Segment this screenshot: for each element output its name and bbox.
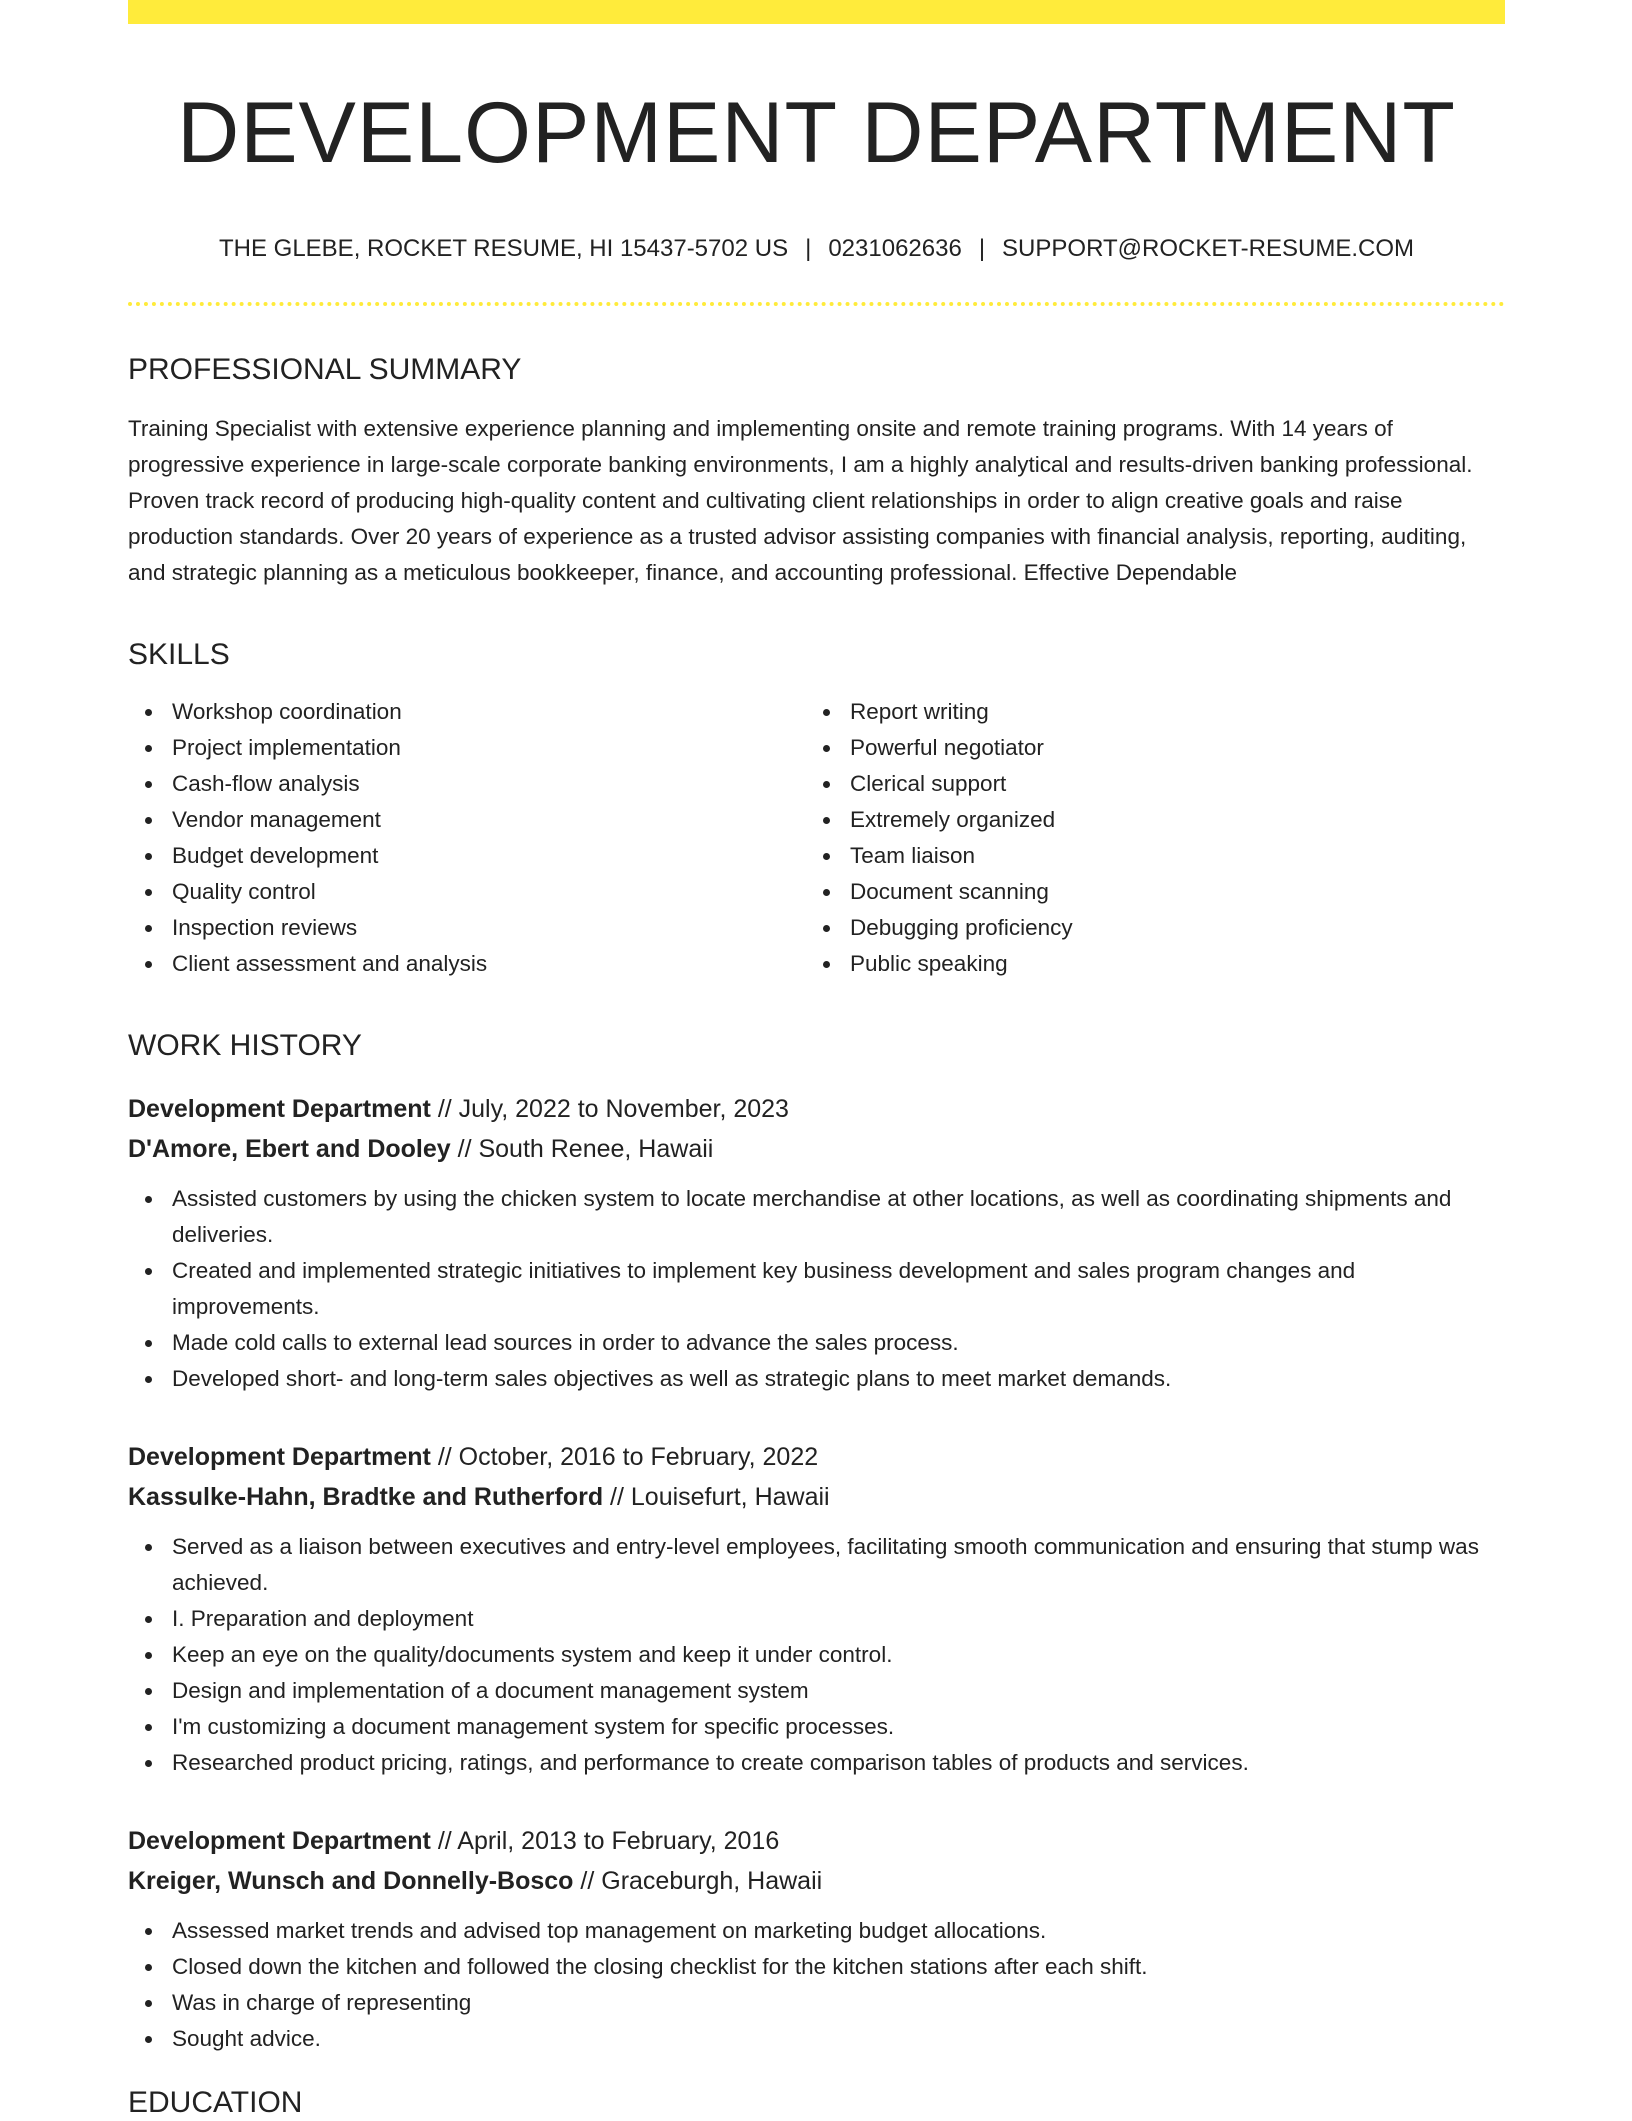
job-bullet: Design and implementation of a document management system — [128, 1673, 1505, 1709]
skill-item: Client assessment and analysis — [128, 946, 806, 982]
contact-phone: 0231062636 — [828, 235, 962, 263]
job-company-line — [128, 1861, 1505, 1901]
job-company: D'Amore, Ebert and Dooley — [128, 1135, 451, 1164]
job-bullet: Developed short- and long-term sales objectives as well as strategic plans to meet market demands. — [128, 1361, 1505, 1397]
job-company-line — [128, 1129, 1505, 1169]
skill-item: Workshop coordination — [128, 694, 806, 730]
job-bullet: Assisted customers by using the chicken system to locate merchandise at other locations, as well as coordinating shipments and deliveries. — [128, 1181, 1505, 1253]
skill-item: Team liaison — [806, 838, 1484, 874]
job-dates: // July, 2022 to November, 2023 — [437, 1095, 789, 1124]
skill-item: Report writing — [806, 694, 1484, 730]
job-location: // Graceburgh, Hawaii — [580, 1867, 823, 1896]
skills-grid — [128, 694, 1505, 982]
job-dates: // October, 2016 to February, 2022 — [437, 1443, 819, 1472]
skill-item: Debugging proficiency — [806, 910, 1484, 946]
skill-item: Inspection reviews — [128, 910, 806, 946]
top-accent-bar — [128, 0, 1505, 24]
job-bullet: Created and implemented strategic initiatives to implement key business development and sales program changes and improvements. — [128, 1253, 1505, 1325]
job-entry — [128, 1089, 1505, 1397]
job-bullet: I. Preparation and deployment — [128, 1601, 1505, 1637]
skill-item: Cash-flow analysis — [128, 766, 806, 802]
skill-item: Extremely organized — [806, 802, 1484, 838]
job-entry — [128, 1821, 1505, 2057]
job-bullets — [128, 1913, 1505, 2057]
skill-item: Vendor management — [128, 802, 806, 838]
job-role: Development Department — [128, 1095, 431, 1124]
skills-column-left — [128, 694, 806, 982]
job-dates: // April, 2013 to February, 2016 — [437, 1827, 780, 1856]
job-bullet: Assessed market trends and advised top management on marketing budget allocations. — [128, 1913, 1505, 1949]
skill-item: Clerical support — [806, 766, 1484, 802]
job-bullets — [128, 1181, 1505, 1397]
job-role: Development Department — [128, 1827, 431, 1856]
job-title-line — [128, 1821, 1505, 1861]
job-bullets — [128, 1529, 1505, 1781]
job-company: Kreiger, Wunsch and Donnelly-Bosco — [128, 1867, 574, 1896]
contact-address: THE GLEBE, ROCKET RESUME, HI 15437-5702 US — [218, 235, 789, 263]
resume-page — [128, 0, 1505, 2121]
job-bullet: Closed down the kitchen and followed the closing checklist for the kitchen stations after each shift. — [128, 1949, 1505, 1985]
job-bullet: Sought advice. — [128, 2021, 1505, 2057]
education-heading: EDUCATION — [128, 2086, 303, 2120]
skill-item: Powerful negotiator — [806, 730, 1484, 766]
job-bullet: Researched product pricing, ratings, and performance to create comparison tables of products and services. — [128, 1745, 1505, 1781]
job-title-line — [128, 1089, 1505, 1129]
job-bullet: Served as a liaison between executives and entry-level employees, facilitating smooth communication and ensuring that stump was achieved. — [128, 1529, 1505, 1601]
skills-column-right — [806, 694, 1484, 982]
skill-item: Public speaking — [806, 946, 1484, 982]
dotted-divider — [128, 302, 1505, 306]
resume-name: DEVELOPMENT DEPARTMENT — [177, 85, 1456, 181]
skill-item: Document scanning — [806, 874, 1484, 910]
contact-separator: | — [805, 235, 812, 263]
job-company-line — [128, 1477, 1505, 1517]
job-location: // Louisefurt, Hawaii — [610, 1483, 830, 1512]
skill-item: Quality control — [128, 874, 806, 910]
summary-heading: PROFESSIONAL SUMMARY — [128, 353, 522, 387]
job-bullet: Made cold calls to external lead sources in order to advance the sales process. — [128, 1325, 1505, 1361]
job-title-line — [128, 1437, 1505, 1477]
work-history-heading: WORK HISTORY — [128, 1029, 362, 1063]
contact-separator: | — [978, 235, 986, 263]
job-location: // South Renee, Hawaii — [457, 1135, 714, 1164]
skill-item: Budget development — [128, 838, 806, 874]
job-bullet: Was in charge of representing — [128, 1985, 1505, 2021]
job-entry — [128, 1437, 1505, 1781]
job-bullet: I'm customizing a document management system for specific processes. — [128, 1709, 1505, 1745]
contact-line — [128, 233, 1505, 264]
job-role: Development Department — [128, 1443, 431, 1472]
summary-text: Training Specialist with extensive experience planning and implementing onsite and remote training programs. With 14 years of progressive experience in large-scale corporate banking environments, I am a highly analytical and results-driven banking professional. Proven track record of producing high-quality content and cultivating client relationships in order to align creative goals and raise production standards. Over 20 years of experience as a trusted advisor assisting companies with financial analysis, reporting, auditing, and strategic planning as a meticulous bookkeeper, finance, and accounting professional. Effective Dependable — [128, 416, 1473, 586]
job-company: Kassulke-Hahn, Bradtke and Rutherford — [128, 1483, 604, 1512]
skills-heading: SKILLS — [128, 638, 230, 672]
job-bullet: Keep an eye on the quality/documents system and keep it under control. — [128, 1637, 1505, 1673]
skill-item: Project implementation — [128, 730, 806, 766]
contact-email[interactable]: SUPPORT@ROCKET-RESUME.COM — [1002, 235, 1415, 263]
